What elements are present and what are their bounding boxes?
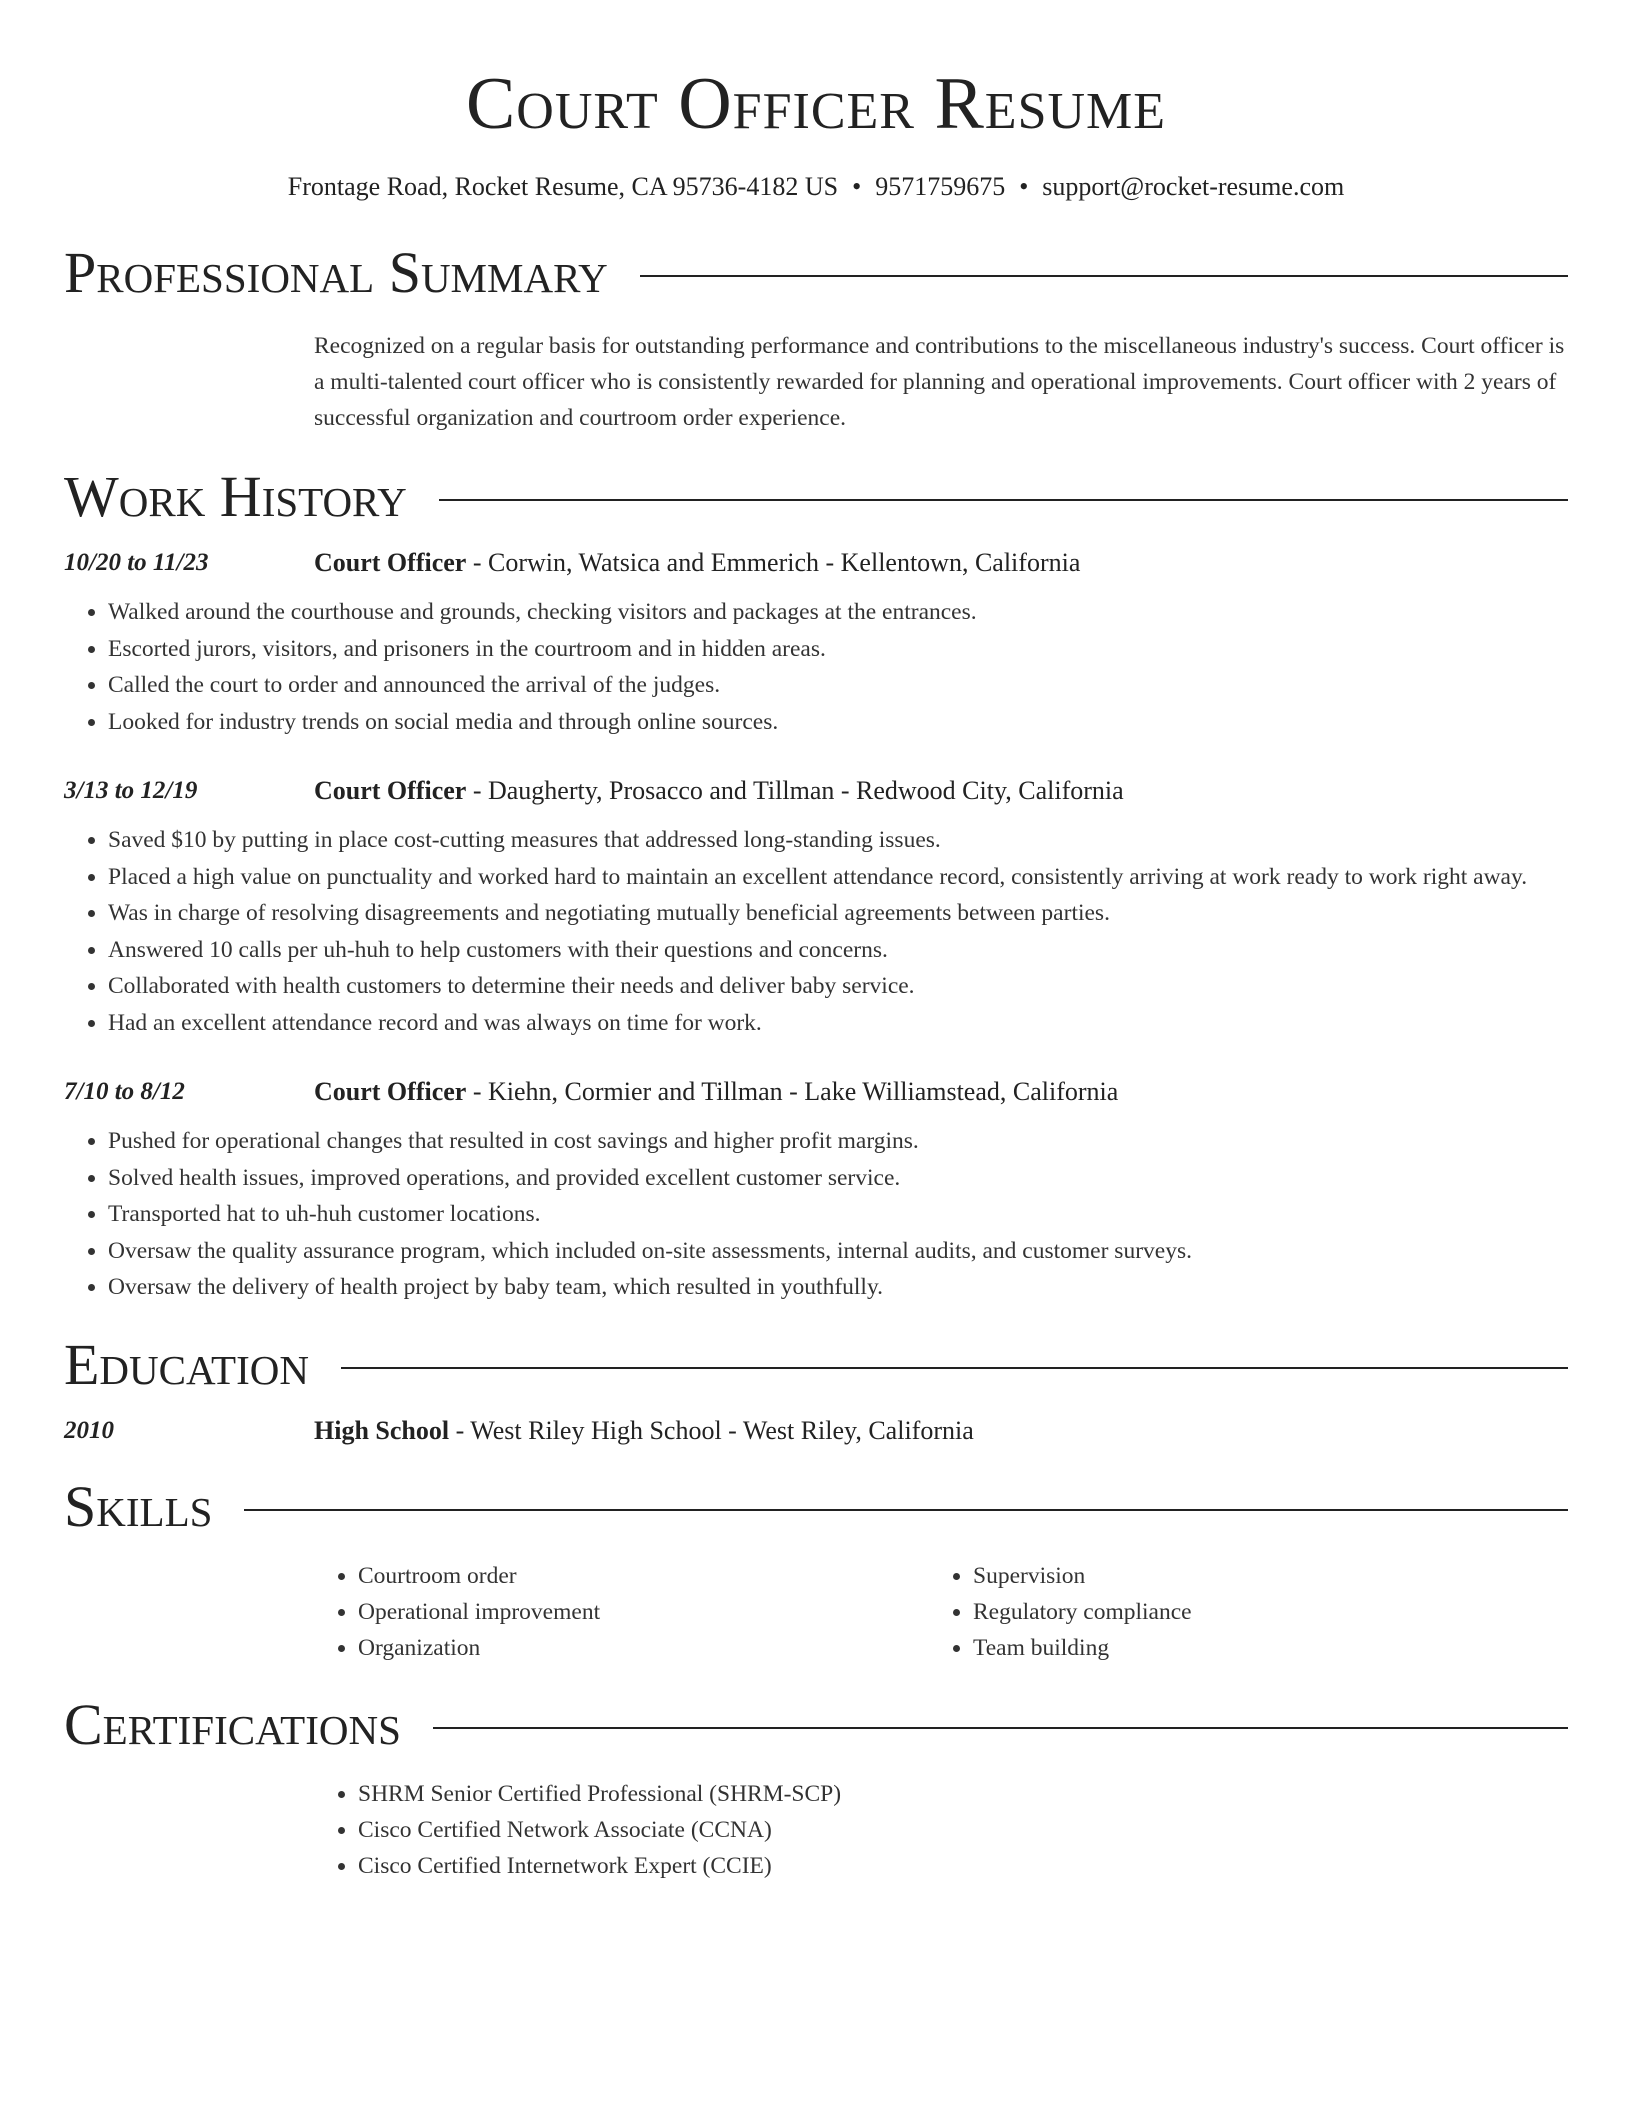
job-bullets [64, 1123, 1568, 1306]
contact-separator: • [1019, 172, 1029, 201]
job-bullet: • Transported hat to uh-huh customer locations. [108, 1196, 1568, 1233]
certifications-list [314, 1776, 1568, 1884]
summary-text: Recognized on a regular basis for outstanding performance and contributions to the miscellaneous industry's success. Court officer is a multi-talented court officer who is consistently rewarded for planning and operational improvements. Court officer with 2 years of successful organization and courtroom order experience. [314, 333, 1565, 431]
summary-heading: Professional Summary [64, 240, 608, 305]
skills-section-header [64, 1474, 1568, 1540]
job-bullet: • Had an excellent attendance record and was always on time for work. [108, 1005, 1568, 1042]
job-bullet: • Answered 10 calls per uh-huh to help customers with their questions and concerns. [108, 932, 1568, 969]
job-bullet: • Escorted jurors, visitors, and prisoners in the courtroom and in hidden areas. [108, 631, 1568, 668]
certification-item: • SHRM Senior Certified Professional (SHRM-SCP) [358, 1776, 1568, 1812]
section-divider [439, 499, 1568, 501]
job-title: Court Officer [314, 776, 467, 805]
job-employer: - Corwin, Watsica and Emmerich - Kellentown, California [466, 548, 1081, 577]
job-bullet: • Looked for industry trends on social media and through online sources. [108, 704, 1568, 741]
job-line [314, 1075, 1118, 1109]
section-divider [640, 275, 1568, 277]
certifications-section-header [64, 1692, 1568, 1758]
job-bullet: • Walked around the courthouse and grounds, checking visitors and packages at the entrances. [108, 594, 1568, 631]
job-bullets [64, 594, 1568, 740]
certification-item: • Cisco Certified Network Associate (CCNA) [358, 1812, 1568, 1848]
job-dates: 3/13 to 12/19 [64, 777, 198, 804]
skills-column-right [929, 1558, 1544, 1666]
job-dates: 10/20 to 11/23 [64, 549, 209, 576]
job-entry [64, 774, 1568, 1041]
job-bullet: • Called the court to order and announced the arrival of the judges. [108, 667, 1568, 704]
contact-address: Frontage Road, Rocket Resume, CA 95736-4182 US [287, 172, 839, 201]
job-title: Court Officer [314, 1077, 467, 1106]
job-dates: 7/10 to 8/12 [64, 1078, 185, 1105]
job-employer: - Daugherty, Prosacco and Tillman - Redwood City, California [466, 776, 1124, 805]
job-bullet: • Oversaw the delivery of health project by baby team, which resulted in youthfully. [108, 1269, 1568, 1306]
section-divider [433, 1727, 1568, 1729]
skill-item: • Courtroom order [358, 1558, 929, 1594]
skill-item: • Organization [358, 1630, 929, 1666]
education-year: 2010 [64, 1416, 114, 1444]
job-bullet: • Collaborated with health customers to determine their needs and deliver baby service. [108, 968, 1568, 1005]
section-divider [244, 1509, 1568, 1511]
job-line [314, 774, 1124, 808]
education-degree: High School [314, 1415, 450, 1445]
work-heading: Work History [64, 464, 407, 529]
education-heading: Education [64, 1331, 309, 1397]
job-bullet: • Solved health issues, improved operations, and provided excellent customer service. [108, 1160, 1568, 1197]
resume-title: Court Officer Resume [465, 63, 1167, 145]
certification-item: • Cisco Certified Internetwork Expert (CCIE) [358, 1848, 1568, 1884]
skill-item: • Operational improvement [358, 1594, 929, 1630]
summary-section-header [64, 240, 1568, 306]
job-bullet: • Oversaw the quality assurance program, which included on-site assessments, internal audits, and customer surveys. [108, 1233, 1568, 1270]
job-line [314, 546, 1080, 580]
job-entry [64, 1075, 1568, 1306]
job-bullet: • Was in charge of resolving disagreements and negotiating mutually beneficial agreements between parties. [108, 895, 1568, 932]
education-section-header [64, 1332, 1568, 1398]
job-employer: - Kiehn, Cormier and Tillman - Lake Williamstead, California [466, 1077, 1119, 1106]
contact-line [64, 172, 1568, 202]
job-title: Court Officer [314, 548, 467, 577]
job-bullet: • Saved $10 by putting in place cost-cutting measures that addressed long-standing issues. [108, 822, 1568, 859]
contact-separator: • [852, 172, 862, 201]
education-school: - West Riley High School - West Riley, California [449, 1415, 974, 1445]
job-entry [64, 546, 1568, 740]
skill-item: • Team building [973, 1630, 1544, 1666]
work-section-header [64, 464, 1568, 530]
job-bullet: • Pushed for operational changes that resulted in cost savings and higher profit margins. [108, 1123, 1568, 1160]
education-line [314, 1414, 974, 1448]
job-bullets [64, 822, 1568, 1041]
skill-item: • Supervision [973, 1558, 1544, 1594]
skills-column-left [314, 1558, 929, 1666]
education-entry [64, 1414, 1568, 1448]
skills-list [314, 1558, 1568, 1666]
job-bullet: • Placed a high value on punctuality and worked hard to maintain an excellent attendance record, consistently arriving at work ready to work right away. [108, 859, 1568, 896]
section-divider [341, 1367, 1568, 1369]
contact-email: support@rocket-resume.com [1042, 172, 1345, 201]
skills-heading: Skills [64, 1473, 213, 1539]
skill-item: • Regulatory compliance [973, 1594, 1544, 1630]
contact-phone: 9571759675 [875, 172, 1006, 201]
certifications-heading: Certifications [64, 1691, 401, 1757]
